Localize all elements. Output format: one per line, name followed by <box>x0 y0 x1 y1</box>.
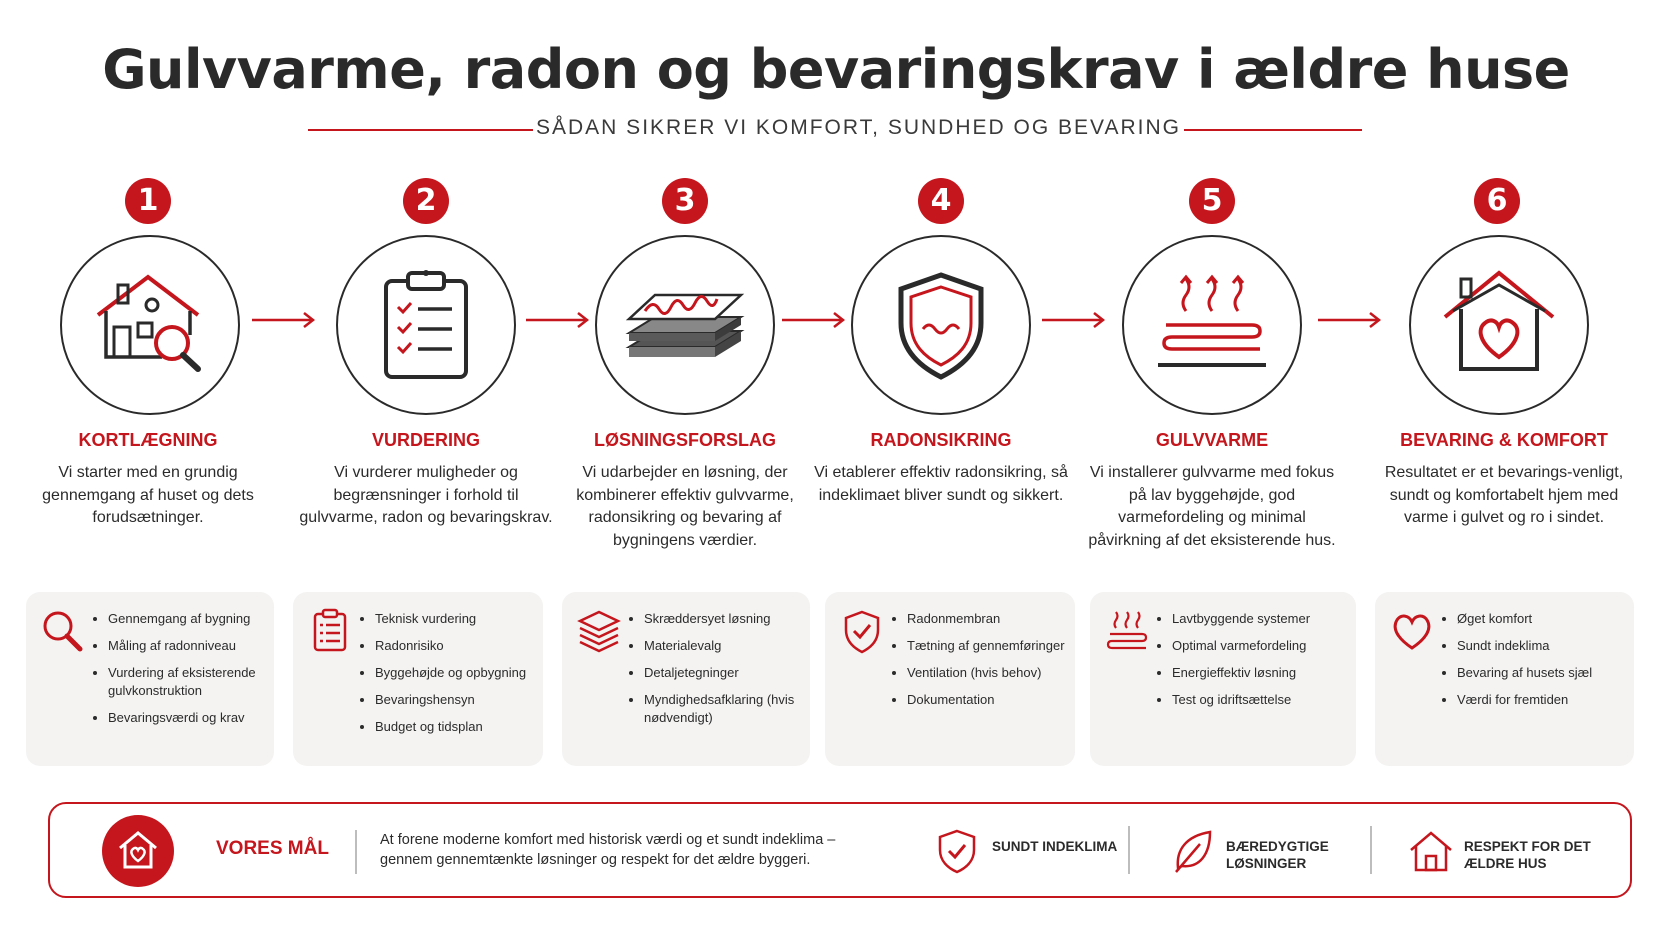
goal-panel <box>48 802 1632 898</box>
step-description: Vi vurderer muligheder og begrænsninger i forhold til gulvvarme, radon og bevaringskrav. <box>299 464 553 526</box>
shield-check-icon <box>936 828 978 874</box>
arrow-right-icon <box>1040 310 1110 330</box>
card-list <box>92 610 274 736</box>
divider <box>1370 826 1372 874</box>
step-title: LØSNINGSFORSLAG <box>593 430 776 450</box>
list-item: • Dokumentation <box>907 691 1065 709</box>
list-item: • Energieffektiv løsning <box>1172 664 1310 682</box>
shield-check-icon <box>839 608 885 654</box>
goal-value-label: BÆREDYGTIGE LØSNINGER <box>1226 839 1329 871</box>
clipboard-icon <box>307 608 353 654</box>
list-item: • Øget komfort <box>1457 610 1592 628</box>
page-title: Gulvvarme, radon og bevaringskrav i ældre huse <box>102 38 1570 101</box>
arrow-right-icon <box>524 310 594 330</box>
list-item: • Værdi for fremtiden <box>1457 691 1592 709</box>
subtitle-divider-right <box>1184 129 1362 131</box>
card-gulvvarme <box>1090 592 1356 766</box>
goal-badge <box>102 815 174 887</box>
step-number-badge: 6 <box>1474 178 1520 224</box>
subtitle: SÅDAN SIKRER VI KOMFORT, SUNDHED OG BEVARING <box>536 116 1181 139</box>
arrow-right-icon <box>250 310 320 330</box>
step-title: GULVVARME <box>1155 430 1269 450</box>
magnifier-icon <box>40 608 86 654</box>
divider <box>1128 826 1130 874</box>
card-list <box>359 610 526 745</box>
list-item: • Måling af radonniveau <box>108 637 274 655</box>
house-magnifier-icon <box>90 265 210 385</box>
list-item: • Radonrisiko <box>375 637 526 655</box>
house-heart-icon <box>118 830 158 870</box>
step-number-badge: 3 <box>662 178 708 224</box>
card-loesningsforslag <box>562 592 810 766</box>
list-item: • Materialevalg <box>644 637 810 655</box>
card-list <box>891 610 1065 718</box>
step-description: Vi installerer gulvvarme med fokus på lav byggehøjde, god varmefordeling og minimal påvirkning af det eksisterende hus. <box>1088 464 1336 549</box>
step-icon-circle <box>851 235 1031 415</box>
step-number-badge: 1 <box>125 178 171 224</box>
list-item: • Radonmembran <box>907 610 1065 628</box>
step-number-badge: 2 <box>403 178 449 224</box>
list-item: • Detaljetegninger <box>644 664 810 682</box>
floor-heating-icon <box>1152 265 1272 385</box>
step-icon-circle <box>336 235 516 415</box>
step-icon-circle <box>60 235 240 415</box>
list-item: • Lavtbyggende systemer <box>1172 610 1310 628</box>
goal-value-label: RESPEKT FOR DET ÆLDRE HUS <box>1464 839 1591 871</box>
step-icon-circle <box>1122 235 1302 415</box>
heat-waves-icon <box>1104 608 1150 654</box>
list-item: • Bevaringsværdi og krav <box>108 709 274 727</box>
card-radonsikring <box>825 592 1075 766</box>
card-list <box>1156 610 1310 718</box>
list-item: • Teknisk vurdering <box>375 610 526 628</box>
list-item: • Myndighedsafklaring (hvis nødvendigt) <box>644 691 810 727</box>
heart-icon <box>1389 608 1435 654</box>
subtitle-row <box>0 116 1672 146</box>
step-title: BEVARING & KOMFORT <box>1400 430 1608 450</box>
card-vurdering <box>293 592 543 766</box>
step-icon-circle <box>1409 235 1589 415</box>
step-description: Resultatet er et bevarings-venligt, sundt og komfortabelt hjem med varme i gulvet og ro i sindet. <box>1384 464 1624 526</box>
list-item: • Optimal varmefordeling <box>1172 637 1310 655</box>
subtitle-divider-left <box>308 129 533 131</box>
goal-value-label: SUNDT INDEKLIMA <box>992 839 1118 854</box>
house-heart-icon <box>1439 265 1559 385</box>
card-list <box>1441 610 1592 718</box>
clipboard-checklist-icon <box>366 265 486 385</box>
shield-icon <box>881 265 1001 385</box>
list-item: • Skræddersyet løsning <box>644 610 810 628</box>
goal-label: VORES MÅL <box>216 838 329 859</box>
list-item: • Ventilation (hvis behov) <box>907 664 1065 682</box>
arrow-right-icon <box>780 310 850 330</box>
step-icon-circle <box>595 235 775 415</box>
step-title: RADONSIKRING <box>870 430 1012 450</box>
floor-layers-icon <box>625 265 745 385</box>
arrow-right-icon <box>1316 310 1386 330</box>
card-list <box>628 610 810 736</box>
list-item: • Bevaringshensyn <box>375 691 526 709</box>
card-bevaring-komfort <box>1375 592 1634 766</box>
list-item: • Bevaring af husets sjæl <box>1457 664 1592 682</box>
step-description: Vi udarbejder en løsning, der kombinerer effektiv gulvvarme, radonsikring og bevaring af bygningens værdier. <box>576 464 794 549</box>
step-title: VURDERING <box>371 430 480 450</box>
step-title: KORTLÆGNING <box>78 430 218 450</box>
step-description: Vi starter med en grundig gennemgang af huset og dets forudsætninger. <box>42 464 254 526</box>
list-item: • Gennemgang af bygning <box>108 610 274 628</box>
step-description: Vi etablerer effektiv radonsikring, så indeklimaet bliver sundt og sikkert. <box>814 464 1068 504</box>
list-item: • Test og idriftsættelse <box>1172 691 1310 709</box>
goal-text: At forene moderne komfort med historisk værdi og et sundt indeklima – gennem gennemtænkte løsninger og respekt for det ældre byggeri. <box>380 832 836 868</box>
card-kortlaegning <box>26 592 274 766</box>
divider <box>355 830 357 874</box>
list-item: • Sundt indeklima <box>1457 637 1592 655</box>
step-number-badge: 4 <box>918 178 964 224</box>
list-item: • Byggehøjde og opbygning <box>375 664 526 682</box>
list-item: • Vurdering af eksisterende gulvkonstruktion <box>108 664 274 700</box>
step-number-badge: 5 <box>1189 178 1235 224</box>
list-item: • Tætning af gennemføringer <box>907 637 1065 655</box>
layers-icon <box>576 608 622 654</box>
leaf-icon <box>1170 828 1216 874</box>
house-icon <box>1408 828 1454 874</box>
list-item: • Budget og tidsplan <box>375 718 526 736</box>
